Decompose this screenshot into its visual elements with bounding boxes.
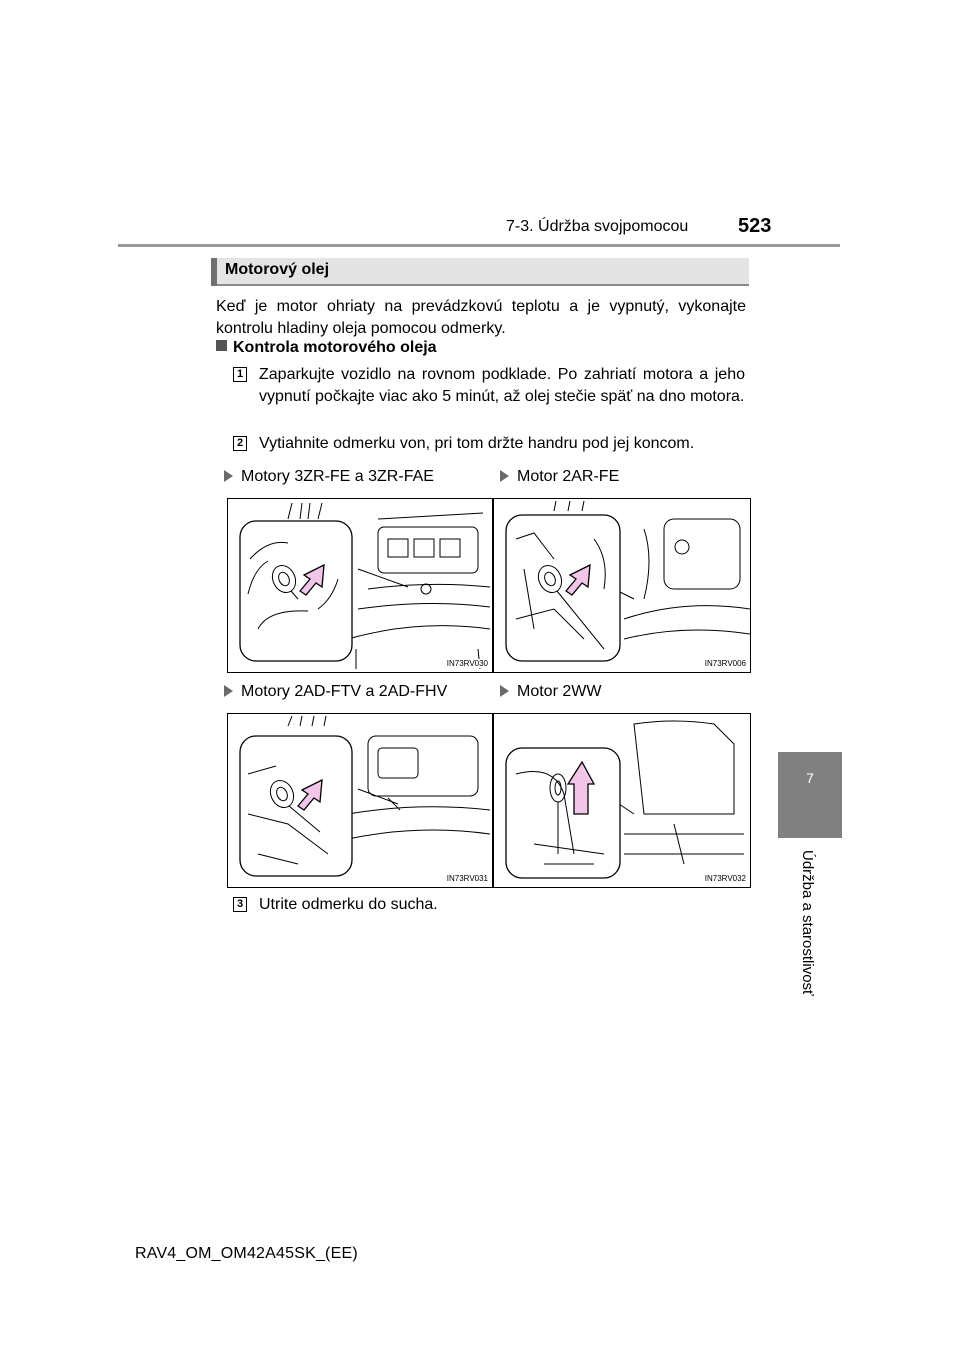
chapter-number: 7 xyxy=(806,770,814,786)
step-text: Vytiahnite odmerku von, pri tom držte handru pod jej koncom. xyxy=(259,435,695,452)
section-title: Motorový olej xyxy=(225,261,330,278)
triangle-bullet-icon xyxy=(500,685,509,697)
intro-paragraph: Keď je motor ohriaty na prevádzkovú teplotu a je vypnutý, vykonajte kontrolu hladiny oleja pomocou odmerky. xyxy=(216,298,746,337)
step-number-badge: 2 xyxy=(233,436,247,451)
step-text: Zaparkujte vozidlo na rovnom podklade. Po zahriatí motora a jeho vypnutí počkajte viac ako 5 minút, až olej stečie späť na dno motora. xyxy=(259,366,745,405)
figure-caption: Motory 2AD-FTV a 2AD-FHV xyxy=(224,683,447,701)
engine-illustration xyxy=(227,713,493,888)
figure-caption: Motor 2AR-FE xyxy=(500,468,619,486)
dipstick-illustration-2ad xyxy=(228,714,492,887)
subheading-text: Kontrola motorového oleja xyxy=(233,339,437,356)
triangle-bullet-icon xyxy=(224,470,233,482)
magnified-inset xyxy=(240,521,352,661)
page-number: 523 xyxy=(738,215,772,237)
triangle-bullet-icon xyxy=(500,470,509,482)
engine-illustration xyxy=(227,498,493,673)
section-heading-accent xyxy=(211,258,217,286)
engine-illustration xyxy=(493,498,751,673)
chapter-tab xyxy=(778,752,842,838)
figure-code: IN73RV032 xyxy=(704,874,746,883)
square-bullet-icon xyxy=(216,340,227,351)
dipstick-illustration-2ar xyxy=(494,499,750,672)
figure-caption: Motory 3ZR-FE a 3ZR-FAE xyxy=(224,468,434,486)
chapter-title: Údržba a starostlivosť xyxy=(799,850,816,996)
running-header-section: 7-3. Údržba svojpomocou xyxy=(506,218,689,235)
figure-code: IN73RV030 xyxy=(446,659,488,668)
figure-caption: Motor 2WW xyxy=(500,683,601,701)
step-number-badge: 1 xyxy=(233,367,247,382)
figure-code: IN73RV031 xyxy=(446,874,488,883)
step-number-badge: 3 xyxy=(233,897,247,912)
step-text: Utrite odmerku do sucha. xyxy=(259,896,438,913)
subheading xyxy=(216,339,437,357)
figure-code: IN73RV006 xyxy=(704,659,746,668)
header-rule xyxy=(118,244,840,247)
document-id: RAV4_OM_OM42A45SK_(EE) xyxy=(135,1245,358,1262)
triangle-bullet-icon xyxy=(224,685,233,697)
dipstick-illustration-2ww xyxy=(494,714,750,887)
dipstick-illustration-3zr xyxy=(228,499,492,672)
engine-illustration xyxy=(493,713,751,888)
